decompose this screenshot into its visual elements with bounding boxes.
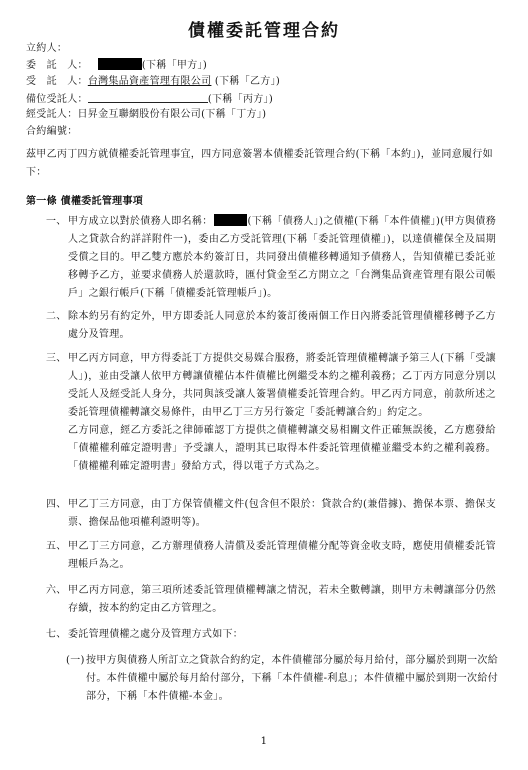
intro-paragraph: 茲甲乙丙丁四方就債權委託管理事宜，四方同意簽署本債權委託管理合約(下稱「本約」)，並同意履行如下： [26,149,493,178]
trustee-suffix: (下稱「乙方」) [211,76,281,87]
item-text: 除本約另有約定外，甲方即委託人同意於本約簽訂後兩個工作日內將委託管理債權移轉予乙方處分及管理。 [68,311,496,340]
list-item [46,308,496,344]
sub-list-item [66,652,498,706]
trustee-line [26,74,506,91]
sub-item-text: 按甲方與債務人所訂立之貸款合約約定，本件債權部分屬於每月給付，部分屬於到期一次給付。本件債權中屬於每月給付部分，下稱「本件債權-利息」；本件債權中屬於到期一次給付部分，下稱「本件債權-本金」。 [86,655,498,702]
trustee-name: 台灣集品資產管理有限公司 [87,76,212,87]
supervisor-line [26,107,506,124]
page-number: 1 [260,736,268,747]
parties-header: 立約人： [26,43,68,54]
principal-label: 委 託 人： [26,59,88,71]
parties-block [26,41,506,140]
redacted-name [98,58,142,70]
third-suffix: (下稱「丙方」) [207,93,274,105]
supervisor-name: 日昇金互聯網股份有限公司(下稱「丁方」) [77,109,267,120]
item-number: 一、 [46,216,67,227]
item-number: 二、 [46,311,67,322]
principal-line [26,58,506,75]
supervisor-label: 經受託人： [26,109,78,120]
trustee-label: 受 託 人： [26,76,88,87]
list-item [46,582,496,618]
blank-underline [88,91,208,103]
contract-number-line [26,124,506,141]
sub-item-number: (一) [66,655,85,666]
item-text: 甲乙丁三方同意，乙方辦理債務人清償及委託管理債權分配等資金收支時，應使用債權委託管理帳戶為之。 [68,541,496,570]
contract-number-label: 合約編號： [26,125,78,137]
list-item [46,626,496,644]
list-item [46,350,496,476]
redacted-name [214,214,247,226]
item-text [68,350,496,476]
item-number: 六、 [46,585,67,596]
item-text-part: 甲方成立以對於債務人即名稱： [68,216,213,227]
third-label: 備位受託人： [26,93,88,105]
item-text-part: 乙方同意，經乙方委託之律師確認丁方提供之債權轉讓交易相關文件正確無誤後，乙方應發給「債權權利確定證明書」予受讓人，證明其已取得本件委託管理債權並繼受本約之權利義務。「債權權利確定證明書」發給方式，得以電子方式為之。 [68,425,496,472]
item-text: 甲乙丙方同意，第三項所述委託管理債權轉讓之情況，若未全數轉讓，則甲方未轉讓部分仍然存續，按本約約定由乙方管理之。 [68,585,496,614]
principal-suffix: (下稱「甲方」) [141,59,208,71]
document-title: 債權委託管理合約 [188,21,340,41]
item-text [68,213,496,303]
item-number: 三、 [46,353,67,364]
item-number: 五、 [46,541,67,552]
list-item [46,213,496,303]
item-number: 四、 [46,499,67,510]
item-number: 七、 [46,629,67,640]
item-text: 甲乙丁三方同意，由丁方保管債權文件(包含但不限於：貸款合約(兼借據)、擔保本票、擔保支票、擔保品他項權利證明等)。 [68,499,496,528]
article-title: 第一條 債權委託管理事項 [26,196,144,207]
list-item [46,538,496,574]
third-party-line [26,91,506,108]
item-text: 委託管理債權之處分及管理方式如下： [68,629,244,640]
list-item [46,496,496,532]
item-text-part: (下稱「債務人」)之債權(下稱「本件債權」)(甲方與債務人之貸款合約詳詳附件一)，委由乙方受託管理(下稱「委託管理債權」)，以達債權保全及屆期受償之目的。甲乙雙方應於本約簽訂日，共同發出債權移轉通知予債務人，告知債權已委託並移轉予乙方，並要求債務人於還款時，匯付貸金至乙方開立之「台灣集品資產管理有限公司帳戶」之銀行帳戶(下稱「債權委託管理帳戶」)。 [68,216,497,299]
item-text-part: 甲乙丙方同意，甲方得委託丁方提供交易媒合服務，將委託管理債權轉讓予第三人(下稱「受讓人」)，並由受讓人依甲方轉讓債權佔本件債權比例繼受本約之權利義務；乙丁丙方同意分別以受託人及經受託人身分，共同與該受讓人簽署債權委託管理合約。甲乙丙方同意，前款所述之委託管理債權轉讓交易條件，由甲乙丁三方另行簽定「委託轉讓合約」約定之。 [68,353,496,418]
